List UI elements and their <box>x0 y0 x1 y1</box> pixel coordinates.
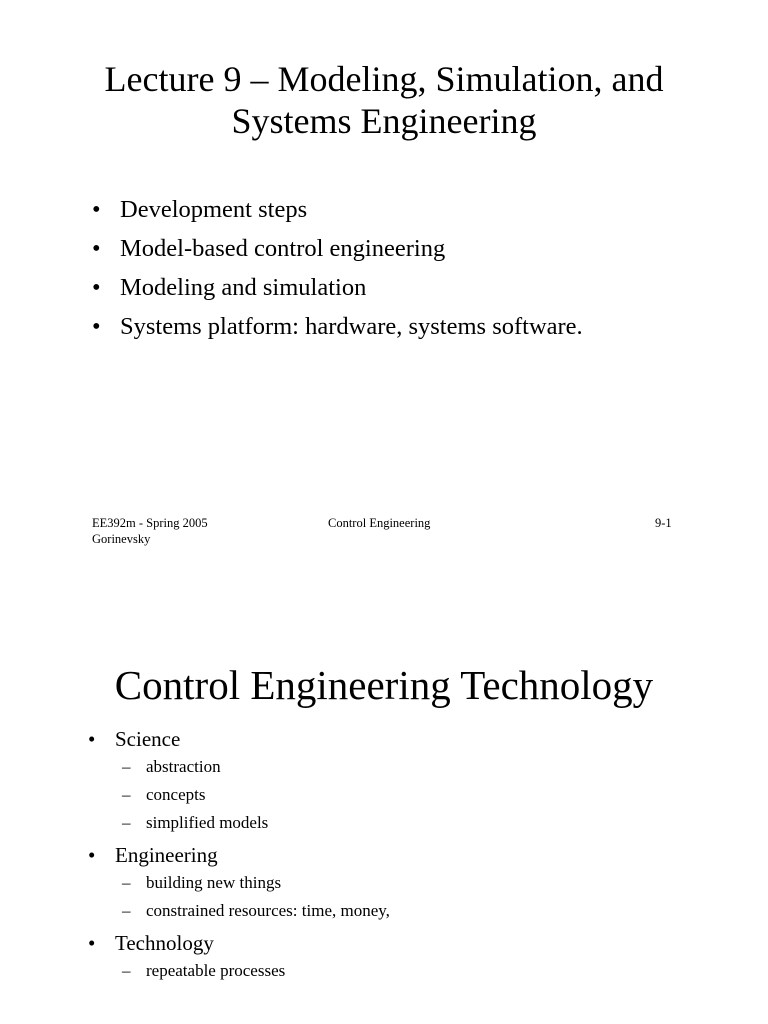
bullet-item <box>92 307 583 346</box>
footer-course: EE392m - Spring 2005 <box>92 516 208 530</box>
bullet-icon: • <box>92 274 101 301</box>
slide-1-title <box>0 58 768 142</box>
dash-icon: – <box>122 813 131 832</box>
footer-author: Gorinevsky <box>92 532 151 546</box>
slide-2 <box>0 580 768 1024</box>
bullet-icon: • <box>92 235 101 262</box>
dash-icon: – <box>122 785 131 804</box>
sub-item-text: simplified models <box>146 813 269 832</box>
sub-item <box>88 869 390 897</box>
bullet-icon: • <box>92 196 101 223</box>
sub-item <box>88 781 390 809</box>
footer-course-info <box>92 515 208 547</box>
bullet-text: Development steps <box>120 196 308 223</box>
sub-item <box>88 897 390 925</box>
bullet-icon: • <box>88 843 96 867</box>
topic-group-engineering <box>88 841 390 925</box>
sub-item-text: abstraction <box>146 757 221 776</box>
dash-icon: – <box>122 961 131 980</box>
bullet-icon: • <box>92 313 101 340</box>
bullet-item <box>92 190 583 229</box>
slide-2-content <box>88 725 390 989</box>
bullet-icon: • <box>88 931 96 955</box>
sub-item-text: concepts <box>146 785 206 804</box>
dash-icon: – <box>122 873 131 892</box>
topic-label: Science <box>115 727 181 751</box>
slide-1-title-line-2: Systems Engineering <box>231 101 537 141</box>
topic-label: Technology <box>115 931 214 955</box>
dash-icon: – <box>122 757 131 776</box>
bullet-item <box>92 229 583 268</box>
topic-label: Engineering <box>115 843 218 867</box>
slide-1-title-line-1: Lecture 9 – Modeling, Simulation, and <box>104 59 664 99</box>
topic-group-science <box>88 725 390 837</box>
sub-item <box>88 753 390 781</box>
sub-item-text: building new things <box>146 873 282 892</box>
dash-icon: – <box>122 901 131 920</box>
topic-group-technology <box>88 929 390 985</box>
footer-page-number: 9-1 <box>655 516 672 530</box>
slide-1-bullet-list <box>92 190 583 346</box>
topic-item <box>88 929 390 957</box>
bullet-text: Model-based control engineering <box>120 235 446 262</box>
sub-item <box>88 957 390 985</box>
topic-item <box>88 841 390 869</box>
sub-item-text: constrained resources: time, money, <box>146 901 390 920</box>
topic-item <box>88 725 390 753</box>
sub-item-text: repeatable processes <box>146 961 286 980</box>
slide-2-title: Control Engineering Technology <box>114 662 654 708</box>
bullet-icon: • <box>88 727 96 751</box>
bullet-text: Modeling and simulation <box>120 274 367 301</box>
bullet-text: Systems platform: hardware, systems software. <box>120 313 583 340</box>
bullet-item <box>92 268 583 307</box>
footer-center-title: Control Engineering <box>328 516 431 530</box>
sub-item <box>88 809 390 837</box>
